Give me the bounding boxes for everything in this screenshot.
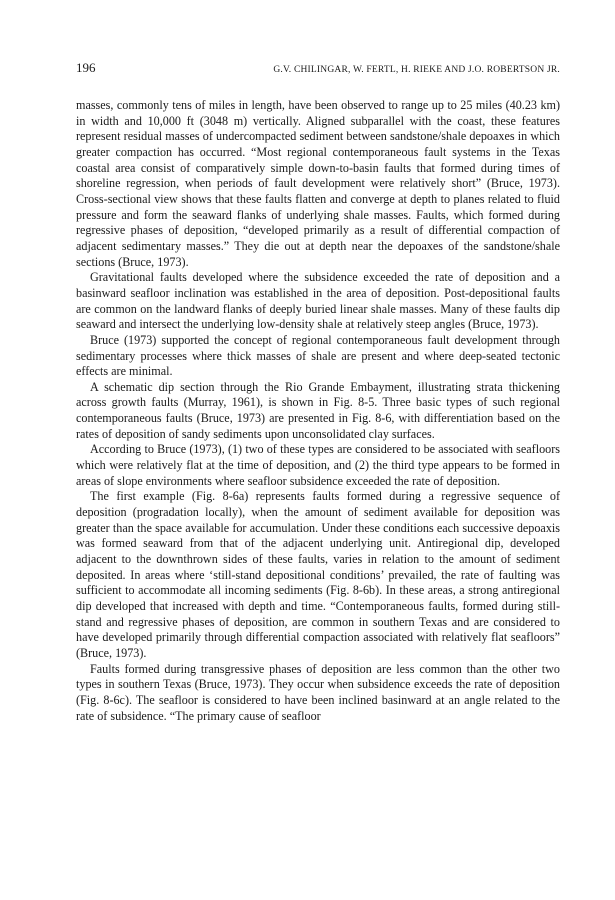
paragraph: The first example (Fig. 8-6a) represents faults formed during a regressive sequence of deposition (progradation locally), when the amount of sediment available for deposition was greater than the space available for accumulation. Under these conditions each successive depoaxis was formed seaward from that of the adjacent underlying unit. Antiregional dip, developed adjacent to the downthrown sides of these faults, varies in relation to the amount of sediment deposited. In areas where ‘still-stand depositional conditions’ prevailed, the rate of faulting was sufficient to accommodate all incoming sediments (Fig. 8-6b). In these areas, a strong antiregional dip developed that increased with depth and time. “Contemporaneous faults, formed during still-stand and regressive phases of deposition, are common in southern Texas and are considered to have developed primarily through differential compaction associated with relatively flat seafloors” (Bruce, 1973).	[76, 489, 560, 660]
paragraph: Gravitational faults developed where the subsidence exceeded the rate of deposition and a basinward seafloor inclination was established in the area of deposition. Post-depositional faults are common on the landward flanks of deeply buried linear shale masses. Many of these faults dip seaward and intersect the underlying low-density shale at relatively steep angles (Bruce, 1973).	[76, 270, 560, 332]
page-number: 196	[76, 60, 96, 75]
body-text	[76, 98, 560, 724]
paragraph: According to Bruce (1973), (1) two of these types are considered to be associated with seafloors which were relatively flat at the time of deposition, and (2) the third type appears to be formed in areas of slope environments where seafloor subsidence exceeded the rate of deposition.	[76, 442, 560, 488]
running-header	[76, 60, 560, 80]
book-page	[76, 60, 560, 724]
paragraph-continuation: masses, commonly tens of miles in length, have been observed to range up to 25 miles (40.23 km) in width and 10,000 ft (3048 m) vertically. Aligned subparallel with the coast, these features represent residual masses of undercompacted sediment between sandstone/shale depoaxes in which greater compaction has occurred. “Most regional contemporaneous fault systems in the Texas coastal area consist of comparatively simple down-to-basin faults that formed during times of shoreline regression, when periods of fault development were relatively short” (Bruce, 1973). Cross-sectional view shows that these faults flatten and converge at depth to planes related to fluid pressure and form the seaward flanks of underlying shale masses. Faults, which formed during regressive phases of deposition, “developed primarily as a result of differential compaction of adjacent sedimentary masses.” They die out at depth near the depoaxes of the sandstone/shale sections (Bruce, 1973).	[76, 98, 560, 269]
paragraph: Bruce (1973) supported the concept of regional contemporaneous fault development through sedimentary processes where thick masses of shale are present and where deep-seated tectonic effects are minimal.	[76, 332, 560, 379]
paragraph: A schematic dip section through the Rio Grande Embayment, illustrating strata thickening across growth faults (Murray, 1961), is shown in Fig. 8-5. Three basic types of such regional contemporaneous faults (Bruce, 1973) are presented in Fig. 8-6, with differentiation based on the rates of deposition of sandy sediments upon unconsolidated clay surfaces.	[76, 379, 560, 441]
paragraph: Faults formed during transgressive phases of deposition are less common than the other two types in southern Texas (Bruce, 1973). They occur when subsidence exceeds the rate of deposition (Fig. 8-6c). The seafloor is considered to have been inclined basinward at an angle related to the rate of subsidence. “The primary cause of seafloor	[76, 661, 560, 723]
running-title: G.V. CHILINGAR, W. FERTL, H. RIEKE AND J.O. ROBERTSON JR.	[273, 65, 560, 75]
